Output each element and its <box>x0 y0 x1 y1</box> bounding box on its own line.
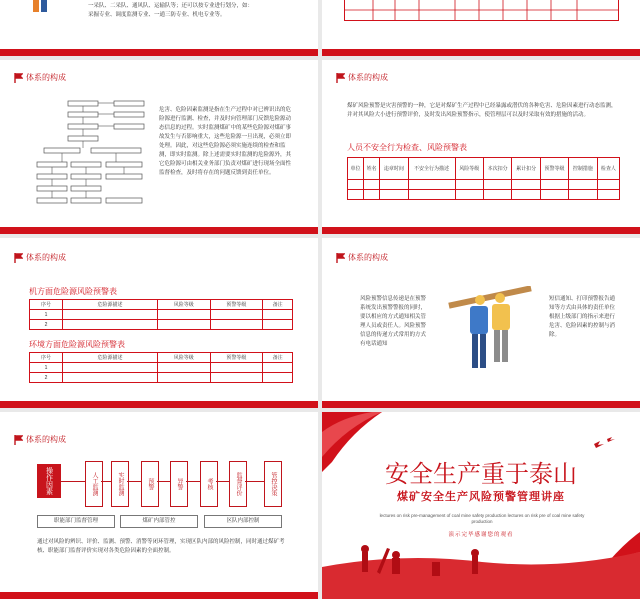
main-title: 安全生产重于泰山 <box>385 460 577 488</box>
table-header-row <box>348 158 620 180</box>
slide-bottom-bar <box>322 227 640 234</box>
slide-bottom-bar <box>322 49 640 56</box>
table-header-cell: 不安全行为描述 <box>408 158 455 180</box>
section-heading-text: 体系的构成 <box>348 253 388 262</box>
slide6-left-text: 风险预警信息传递是在预警系统发出预警警报的同时，要以相应的方式通知相关管理人员或责任人。风险预警信息的传递方式常用的方式有电话通知 <box>360 296 427 347</box>
presenter-line: 演示完毕感谢您的观看 <box>448 532 514 538</box>
section-heading <box>14 434 66 445</box>
table-header-cell: 预警等级 <box>540 158 568 180</box>
flow-arrow <box>101 481 111 482</box>
slide-4 <box>322 60 640 234</box>
slide-8-title <box>322 412 640 599</box>
slide-6 <box>322 238 640 408</box>
table-row <box>348 190 620 200</box>
table-header-cell: 序号 <box>30 353 63 363</box>
slide-bottom-bar <box>322 401 640 408</box>
row-number: 2 <box>30 373 63 383</box>
table-header-cell: 本次扣分 <box>483 158 511 180</box>
management-pill: 区队内部控制 <box>204 515 282 528</box>
flag-icon <box>336 73 345 83</box>
section-heading-text: 体系的构成 <box>26 253 66 262</box>
flag-icon <box>14 253 23 263</box>
slide4-subtitle: 人员不安全行为检查、风险预警表 <box>347 143 467 152</box>
environment-table-title: 环境方面危险源风险预警表 <box>29 340 125 349</box>
slide6-right-text: 短信通知、打印预警报告通知等方式由具体的责任单位根据上级部门的指示来进行危害、危险因素的控制与消除。 <box>549 296 616 338</box>
section-heading-text: 体系的构成 <box>26 73 66 82</box>
slide1-text-line1: 一采队、二采队、通风队、运输队等；还可以按专业进行划分，如： <box>88 3 254 9</box>
flow-diagram <box>36 100 148 208</box>
slide7-paragraph: 通过对风险的辨识、评价、监测、预警、消警等闭环管理，实现区队内部的风险控制，同时通过煤矿考核、职能部门监督评价实现对各类危险因素的全面控制。 <box>37 539 285 554</box>
flow-arrow <box>186 481 200 482</box>
slide-5 <box>0 238 318 408</box>
subtitle: 煤矿安全生产风险预警管理讲座 <box>397 491 565 503</box>
flow-arrow <box>245 481 264 482</box>
table-header-cell: 检查人 <box>597 158 619 180</box>
section-heading <box>336 252 388 263</box>
table-header-cell: 违章时间 <box>380 158 408 180</box>
table-header-cell: 危险源描述 <box>63 300 158 310</box>
flow-arrow <box>127 481 141 482</box>
table-row <box>30 373 293 383</box>
row-number: 2 <box>30 320 63 330</box>
section-heading-text: 体系的构成 <box>348 73 388 82</box>
flow-step: 实时监测 <box>111 461 129 507</box>
table-header-cell: 预警等级 <box>210 353 263 363</box>
slide-bottom-bar <box>0 592 318 599</box>
slide-bottom-bar <box>0 401 318 408</box>
flow-arrow <box>157 481 170 482</box>
table-header-cell: 累计扣分 <box>512 158 540 180</box>
slide-bottom-bar <box>0 49 318 56</box>
slide-7 <box>0 412 318 599</box>
flow-step: 监督评价 <box>229 461 247 507</box>
section-heading-text: 体系的构成 <box>26 435 66 444</box>
section-heading <box>336 72 388 83</box>
table-header-cell: 姓名 <box>364 158 380 180</box>
workers-illustration <box>440 286 540 378</box>
table-header-cell: 单位 <box>348 158 364 180</box>
section-heading <box>14 72 66 83</box>
flag-icon <box>14 435 23 445</box>
table-header-cell: 风险等级 <box>455 158 483 180</box>
row-number: 1 <box>30 363 63 373</box>
table-header-cell: 预警等级 <box>210 300 263 310</box>
table-header-cell: 序号 <box>30 300 63 310</box>
table-header-cell: 备注 <box>263 300 293 310</box>
flow-step: 人工监测 <box>85 461 103 507</box>
flow-step: 异警 <box>170 461 188 507</box>
machine-table-title: 机方面危险源风险预警表 <box>29 287 117 296</box>
table-header-cell: 风险等级 <box>158 300 211 310</box>
machine-risk-table <box>29 299 293 330</box>
management-pill: 职能部门监督管理 <box>37 515 115 528</box>
table-header-row <box>30 300 293 310</box>
table-row <box>30 320 293 330</box>
table-row <box>30 363 293 373</box>
behavior-warning-table <box>347 157 620 200</box>
table-row <box>30 310 293 320</box>
operation-factor-box: 操作因素 <box>37 464 61 498</box>
table-row <box>348 180 620 190</box>
slide-1 <box>0 0 318 56</box>
flag-icon <box>14 73 23 83</box>
table-header-cell: 危险源描述 <box>63 353 158 363</box>
section-heading <box>14 252 66 263</box>
flow-step: 考核 <box>200 461 218 507</box>
environment-risk-table <box>29 352 293 383</box>
table-header-cell: 控制措施 <box>569 158 597 180</box>
slide-2 <box>322 0 640 56</box>
flow-arrow <box>61 481 85 482</box>
table-header-row <box>30 353 293 363</box>
title-background-decoration <box>322 412 640 599</box>
slide3-paragraph: 危害、危险因素监测是指在生产过程中对已辨识出的危险源进行监测、检查，并及时向管理部门反馈危险源动态信息的过程。实时监测煤矿中的某些危险源对煤矿事故发生与否影响重大，这些危险源一旦出现，必须立即处理。因此，对这些危险源必须实施连续的检查和监测，即实时监测。除上述需要实时监测的危险源外，其它危险源可由相关业务部门负责对煤矿进行现场全面性监督检查，及时将存在的问题反馈到责任单位。 <box>159 107 292 176</box>
slide-3 <box>0 60 318 234</box>
table-header-cell: 备注 <box>263 353 293 363</box>
slide4-paragraph: 煤矿风险预警是灾害预警的一种，它是对煤矿生产过程中已经暴露或潜伏的各种危害、危险因素进行动态监测，并对其风险大小进行预警评价，及时发出风险预警指示，使管理层可以及时采取有效的措施的活动。 <box>347 103 617 118</box>
table-fragment <box>344 0 619 21</box>
english-subtitle: lectures on risk pre-management of coal mine safety production lectures on risk pre of coal mine safety production <box>379 513 585 524</box>
row-number: 1 <box>30 310 63 320</box>
slide1-text-line2: 采掘专业、调度监测专业、一通三防专业、机电专业等。 <box>88 12 226 18</box>
flow-arrow <box>216 481 229 482</box>
table-header-cell: 风险等级 <box>158 353 211 363</box>
flag-icon <box>336 253 345 263</box>
management-pill: 煤矿内部管控 <box>120 515 198 528</box>
flow-step: 预警 <box>141 461 159 507</box>
flow-step: 管控决策 <box>264 461 282 507</box>
worker-illustration <box>30 0 52 16</box>
slide-bottom-bar <box>0 227 318 234</box>
